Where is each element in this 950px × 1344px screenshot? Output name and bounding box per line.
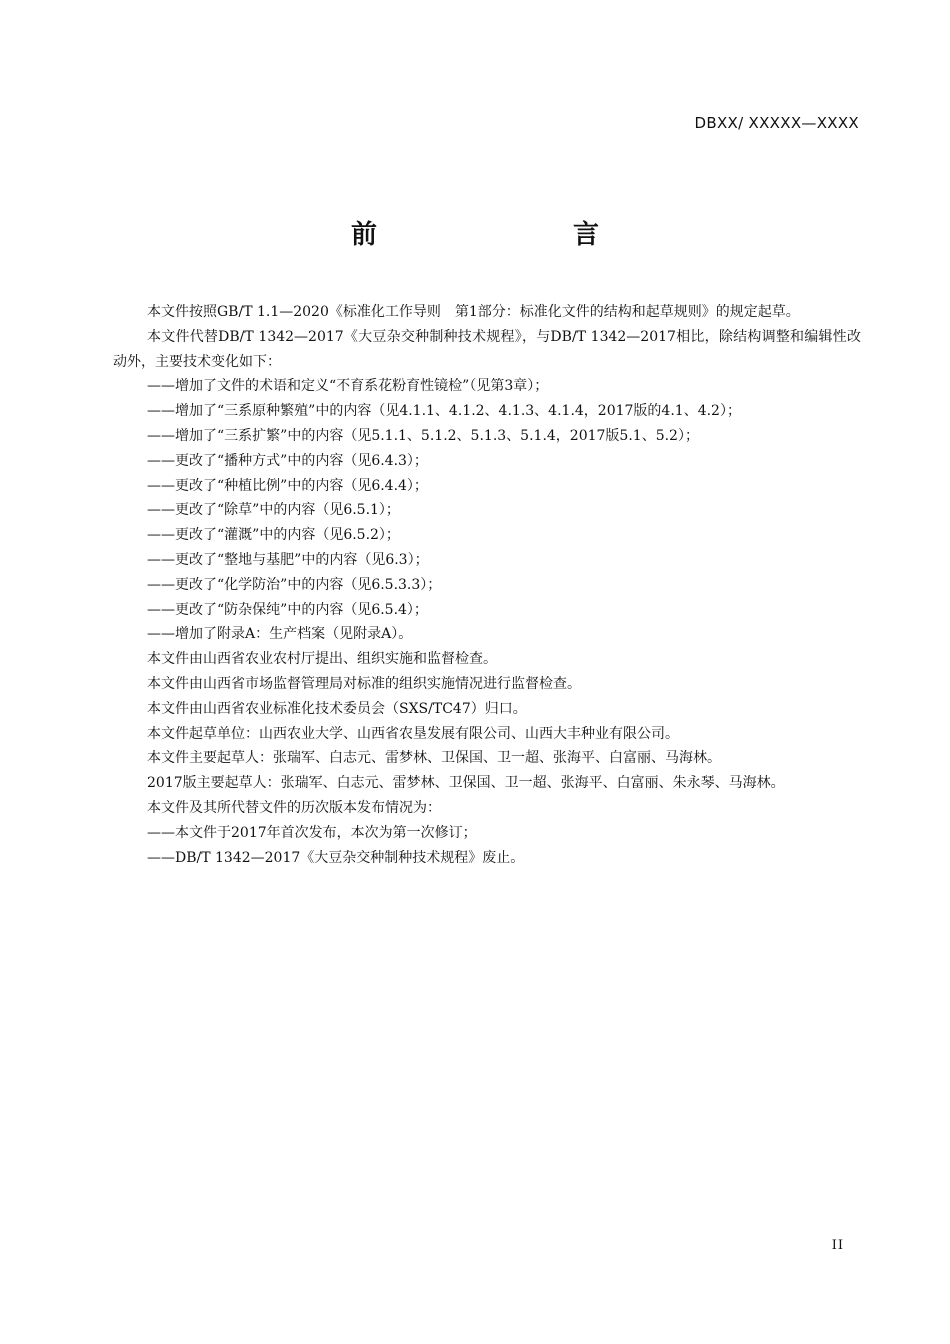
change-item: ——更改了“防杂保纯”中的内容（见6.5.4）；	[147, 601, 428, 618]
change-item: ——增加了附录A：生产档案（见附录A）。	[147, 626, 413, 643]
paragraph-replacement: 本文件代替DB/T 1342—2017《大豆杂交种制种技术规程》，与DB/T 1342—2017相比，除结构调整和编辑性改动外，主要技术变化如下：	[113, 328, 861, 370]
statement-drafting-units: 本文件起草单位：山西农业大学、山西省农垦发展有限公司、山西大丰种业有限公司。	[147, 725, 679, 742]
change-item: ——增加了“三系扩繁”中的内容（见5.1.1、5.1.2、5.1.3、5.1.4，2017版5.1、5.2）；	[147, 427, 699, 444]
statement-drafters: 本文件主要起草人：张瑞军、白志元、雷梦林、卫保国、卫一超、张海平、白富丽、马海林。	[147, 750, 721, 767]
standard-code: DBXX/ XXXXX—XXXX	[694, 114, 859, 132]
statement-supervision: 本文件由山西省市场监督管理局对标准的组织实施情况进行监督检查。	[147, 675, 581, 692]
page-title: 前 言	[350, 220, 647, 250]
statement-history-intro: 本文件及其所代替文件的历次版本发布情况为：	[147, 799, 441, 816]
change-item: ——更改了“灌溉”中的内容（见6.5.2）；	[147, 527, 400, 544]
change-item: ——更改了“整地与基肥”中的内容（见6.3）；	[147, 551, 429, 568]
history-item: ——DB/T 1342—2017《大豆杂交种制种技术规程》废止。	[147, 849, 525, 866]
statement-2017-drafters: 2017版主要起草人：张瑞军、白志元、雷梦林、卫保国、卫一超、张海平、白富丽、朱永琴、马海林。	[147, 775, 785, 792]
history-item: ——本文件于2017年首次发布，本次为第一次修订；	[147, 824, 477, 841]
paragraph-drafting-basis: 本文件按照GB/T 1.1—2020《标准化工作导则 第1部分：标准化文件的结构和起草规则》的规定起草。	[147, 304, 800, 320]
page-number: II	[831, 1238, 844, 1253]
change-item: ——更改了“除草”中的内容（见6.5.1）；	[147, 502, 400, 519]
change-item: ——增加了“三系原种繁殖”中的内容（见4.1.1、4.1.2、4.1.3、4.1.4，2017版的4.1、4.2）；	[147, 403, 741, 420]
document-body	[113, 300, 861, 870]
change-item: ——更改了“种植比例”中的内容（见6.4.4）；	[147, 477, 428, 494]
statement-committee: 本文件由山西省农业标准化技术委员会（SXS/TC47）归口。	[147, 700, 527, 717]
statement-proposer: 本文件由山西省农业农村厅提出、组织实施和监督检查。	[147, 651, 497, 668]
change-item: ——增加了文件的术语和定义“不育系花粉育性镜检”（见第3章）；	[147, 378, 549, 395]
change-item: ——更改了“化学防治”中的内容（见6.5.3.3）；	[147, 576, 442, 593]
change-item: ——更改了“播种方式”中的内容（见6.4.3）；	[147, 452, 428, 469]
